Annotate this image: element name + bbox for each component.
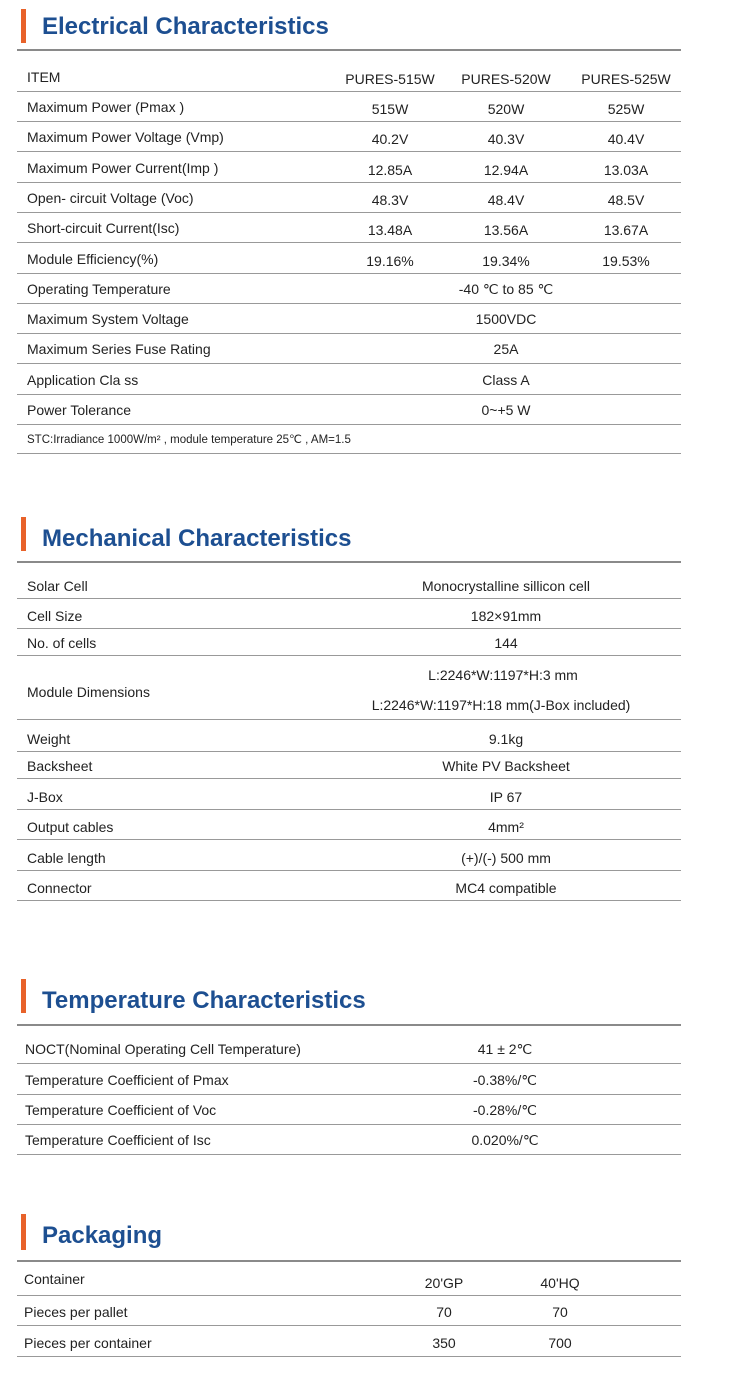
electrical-title: Electrical Characteristics: [42, 13, 329, 40]
mechanical-row-label: Weight: [27, 731, 71, 747]
temperature-row-value: 0.020%/℃: [471, 1132, 539, 1148]
electrical-row-label: Short-circuit Current(Isc): [27, 220, 180, 237]
divider: [17, 1124, 681, 1125]
divider: [17, 333, 681, 334]
mechanical-row-value: L:2246*W:1197*H:3 mm: [428, 667, 578, 683]
packaging-header-item: Container: [24, 1271, 85, 1287]
electrical-row-value: 40.3V: [487, 131, 525, 148]
electrical-row-value: 25A: [493, 341, 519, 358]
electrical-row-value: 13.03A: [603, 161, 649, 178]
mechanical-title: Mechanical Characteristics: [42, 525, 352, 552]
divider: [17, 1356, 681, 1357]
divider: [17, 121, 681, 122]
temperature-row-label: Temperature Coefficient of Voc: [25, 1102, 217, 1118]
mechanical-row-value: 144: [494, 635, 518, 651]
divider: [17, 303, 681, 304]
mechanical-row-value: MC4 compatible: [455, 880, 557, 896]
electrical-row-value: 48.3V: [371, 191, 409, 208]
divider: [17, 424, 681, 425]
electrical-row-value: 19.53%: [602, 252, 650, 269]
mechanical-row-label: Cable length: [27, 850, 106, 866]
divider: [17, 598, 681, 599]
mechanical-row-value: White PV Backsheet: [442, 758, 570, 774]
divider: [17, 655, 681, 656]
mechanical-row-label: Solar Cell: [27, 578, 88, 594]
divider: [17, 900, 681, 901]
divider: [17, 1063, 681, 1064]
packaging-row-value: 350: [432, 1335, 456, 1351]
electrical-header-col: PURES-525W: [581, 71, 671, 87]
divider: [17, 453, 681, 454]
divider: [17, 363, 681, 364]
electrical-row-label: Maximum Power Voltage (Vmp): [27, 129, 224, 146]
divider: [17, 839, 681, 840]
electrical-row-value: 525W: [607, 101, 645, 117]
divider: [17, 1024, 681, 1026]
temperature-title: Temperature Characteristics: [42, 987, 366, 1014]
electrical-note: STC:Irradiance 1000W/m² , module temperature 25℃ , AM=1.5: [27, 434, 351, 446]
packaging-header-col: 20'GP: [424, 1275, 464, 1291]
electrical-row-value: 48.4V: [487, 191, 525, 208]
divider: [17, 1325, 681, 1326]
mechanical-row-value: 4mm²: [488, 819, 524, 835]
mechanical-row-label: J-Box: [27, 789, 63, 805]
divider: [17, 273, 681, 274]
mechanical-row-label: Module Dimensions: [27, 684, 150, 700]
electrical-row-value: 12.85A: [367, 161, 413, 178]
electrical-row-label: Maximum System Voltage: [27, 311, 189, 328]
packaging-row-value: 70: [552, 1304, 568, 1320]
section-accent-bar: [21, 9, 26, 43]
mechanical-row-label: No. of cells: [27, 635, 97, 651]
electrical-row-value: 12.94A: [483, 161, 529, 178]
divider: [17, 1154, 681, 1155]
mechanical-row-value: L:2246*W:1197*H:18 mm(J-Box included): [371, 697, 631, 713]
electrical-header-col: PURES-520W: [461, 71, 551, 87]
section-accent-bar: [21, 1214, 26, 1250]
electrical-row-value: 13.67A: [603, 222, 649, 239]
mechanical-row-value: 182×91mm: [470, 608, 542, 624]
mechanical-row-value: 9.1kg: [488, 731, 524, 747]
electrical-row-label: Open- circuit Voltage (Voc): [27, 189, 194, 206]
mechanical-row-label: Output cables: [27, 819, 114, 835]
electrical-row-label: Power Tolerance: [27, 402, 132, 418]
packaging-header-col: 40'HQ: [540, 1275, 580, 1291]
temperature-row-label: Temperature Coefficient of Pmax: [25, 1072, 229, 1088]
mechanical-row-label: Cell Size: [27, 608, 83, 624]
divider: [17, 242, 681, 243]
divider: [17, 1260, 681, 1262]
divider: [17, 628, 681, 629]
electrical-row-value: Class A: [482, 371, 530, 388]
divider: [17, 719, 681, 720]
electrical-row-value: 515W: [371, 101, 409, 117]
electrical-row-value: -40 ℃ to 85 ℃: [458, 280, 554, 297]
divider: [17, 778, 681, 779]
section-accent-bar: [21, 517, 26, 551]
divider: [17, 212, 681, 213]
electrical-row-value: 1500VDC: [475, 311, 537, 328]
packaging-row-value: 700: [548, 1335, 572, 1351]
electrical-row-value: 520W: [487, 101, 525, 117]
electrical-row-value: 40.4V: [607, 131, 645, 148]
divider: [17, 751, 681, 752]
packaging-row-value: 70: [436, 1304, 452, 1320]
electrical-row-value: 13.48A: [367, 222, 413, 239]
mechanical-row-value: IP 67: [489, 789, 523, 805]
electrical-row-value: 48.5V: [607, 191, 645, 208]
electrical-row-value: 19.16%: [366, 252, 414, 269]
electrical-row-label: Maximum Power (Pmax ): [27, 99, 185, 115]
divider: [17, 91, 681, 92]
electrical-header-col: PURES-515W: [345, 71, 435, 87]
divider: [17, 870, 681, 871]
divider: [17, 1094, 681, 1095]
electrical-row-label: Maximum Power Current(Imp ): [27, 159, 219, 176]
electrical-header-item: ITEM: [27, 69, 61, 85]
temperature-row-value: -0.28%/℃: [473, 1102, 537, 1118]
electrical-row-label: Module Efficiency(%): [27, 250, 159, 267]
temperature-row-value: -0.38%/℃: [473, 1072, 537, 1088]
divider: [17, 1295, 681, 1296]
packaging-title: Packaging: [42, 1222, 163, 1249]
temperature-row-label: Temperature Coefficient of Isc: [25, 1132, 211, 1148]
divider: [17, 151, 681, 152]
divider: [17, 394, 681, 395]
electrical-row-label: Maximum Series Fuse Rating: [27, 341, 211, 358]
section-accent-bar: [21, 979, 26, 1013]
electrical-row-value: 0~+5 W: [481, 402, 531, 418]
mechanical-row-label: Connector: [27, 880, 92, 896]
packaging-row-label: Pieces per container: [24, 1335, 152, 1351]
electrical-row-label: Operating Temperature: [27, 280, 171, 297]
divider: [17, 49, 681, 51]
divider: [17, 561, 681, 563]
mechanical-row-value: (+)/(-) 500 mm: [461, 850, 551, 866]
electrical-row-value: 40.2V: [371, 131, 409, 148]
electrical-row-value: 19.34%: [482, 252, 530, 269]
divider: [17, 809, 681, 810]
packaging-row-label: Pieces per pallet: [24, 1304, 128, 1320]
mechanical-row-value: Monocrystalline sillicon cell: [421, 578, 591, 594]
electrical-row-label: Application Cla ss: [27, 371, 139, 388]
temperature-row-value: 41 ± 2℃: [477, 1041, 533, 1057]
temperature-row-label: NOCT(Nominal Operating Cell Temperature): [25, 1041, 301, 1057]
divider: [17, 182, 681, 183]
mechanical-row-label: Backsheet: [27, 758, 93, 774]
electrical-row-value: 13.56A: [483, 222, 529, 239]
